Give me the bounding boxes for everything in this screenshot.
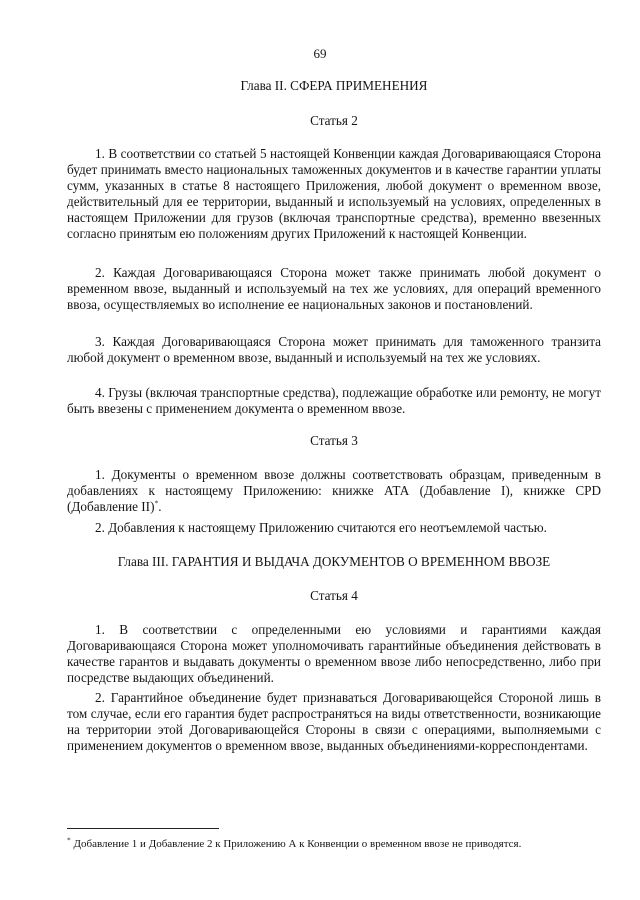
article-2-paragraph-3: 3. Каждая Договаривающаяся Сторона может принимать для таможенного транзита любой документ о временном ввозе, выданный и используемый на тех же условиях.	[67, 334, 601, 365]
article-3-paragraph-1	[67, 467, 601, 515]
article-2-paragraph-4: 4. Грузы (включая транспортные средства), подлежащие обработке или ремонту, не могут быть ввезены с применением документа о временном ввозе.	[67, 385, 601, 416]
article-2-title: Статья 2	[310, 113, 358, 128]
article-3-title: Статья 3	[310, 433, 358, 448]
article-4-paragraph-2: 2. Гарантийное объединение будет признаваться Договаривающейся Стороной лишь в том случае, если его гарантия будет распространяться на виды ответственности, возникающие на территории этой Договаривающейся Стороны в связи с операциями, выполняемыми с применением документов о временном ввозе, выданных объединениями-корреспондентами.	[67, 690, 601, 753]
article-3-paragraph-1-end: .	[158, 499, 162, 514]
footnote	[67, 837, 601, 851]
article-2-paragraph-2: 2. Каждая Договаривающаяся Сторона может также принимать любой документ о временном ввозе, выданный и используемый на тех же условиях, для операций временного ввоза, осуществляемых во исполнение ее национальных законов и постановлений.	[67, 265, 601, 312]
footnote-reference: *	[154, 498, 159, 508]
article-4-paragraph-1: 1. В соответствии с определенными ею условиями и гарантиями каждая Договаривающаяся Сторона может уполномочивать гарантийные объединения действовать в качестве гарантов и выдавать документы о временном ввозе либо непосредственно, либо при посредстве выдающих объединений.	[67, 622, 601, 685]
footnote-mark: *	[67, 835, 71, 845]
article-4-title: Статья 4	[310, 588, 358, 603]
footnote-divider	[67, 828, 219, 829]
chapter-3-title: Глава III. ГАРАНТИЯ И ВЫДАЧА ДОКУМЕНТОВ О ВРЕМЕННОМ ВВОЗЕ	[117, 554, 551, 569]
article-3-paragraph-2: 2. Добавления к настоящему Приложению считаются его неотъемлемой частью.	[95, 520, 547, 535]
page-number: 69	[313, 46, 327, 61]
footnote-text: Добавление 1 и Добавление 2 к Приложению А к Конвенции о временном ввозе не приводятся.	[70, 838, 522, 850]
article-2-paragraph-1: 1. В соответствии со статьей 5 настоящей Конвенции каждая Договаривающаяся Сторона будет принимать вместо национальных таможенных документов и в качестве гарантии уплаты сумм, указанных в статье 8 настоящего Приложения, любой документ о временном ввозе, действительный для ее территории, выданный и используемый на условиях, определенных в настоящем Приложении для грузов (включая транспортные средства), временно ввезенных согласно принятым ею положениям других Приложений к настоящей Конвенции.	[67, 146, 601, 241]
chapter-2-title: Глава II. СФЕРА ПРИМЕНЕНИЯ	[240, 78, 428, 93]
article-3-paragraph-1-text: 1. Документы о временном ввозе должны соответствовать образцам, приведенным в добавлениях к настоящему Приложению: книжке АТА (Добавление I), книжке CPD (Добавление II)	[67, 467, 601, 514]
